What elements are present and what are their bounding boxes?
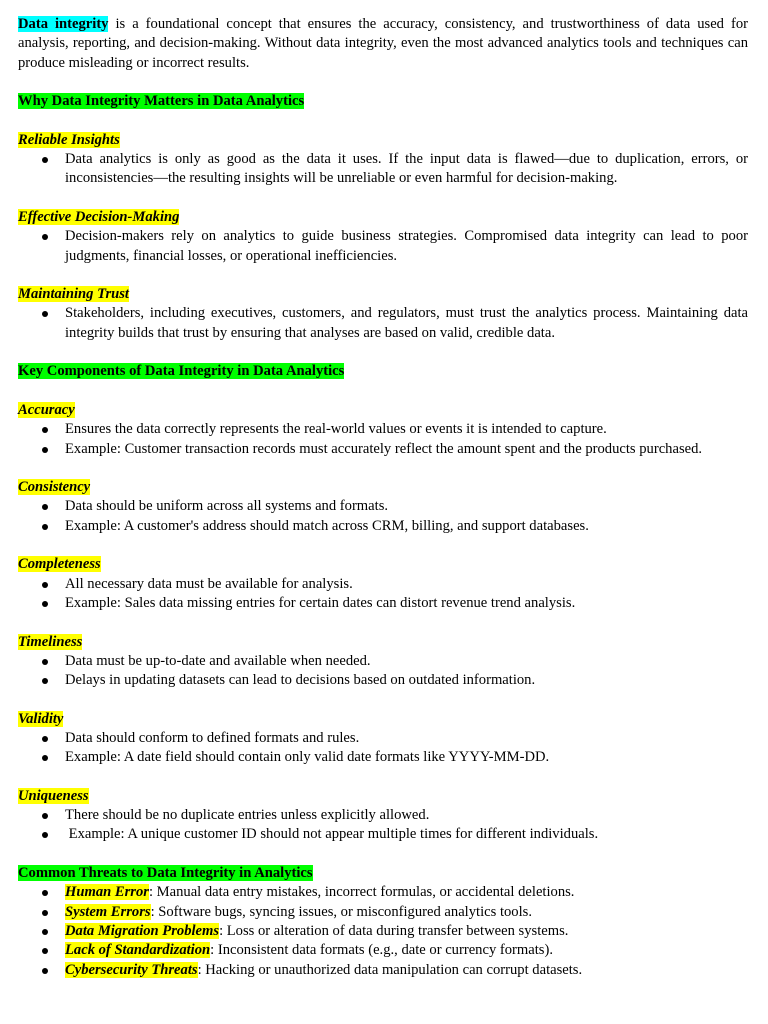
bullet-icon: [42, 504, 48, 510]
threat-text: : Manual data entry mistakes, incorrect formulas, or accidental deletions.: [148, 884, 575, 901]
threat-item-standardization: [18, 941, 748, 960]
threat-term: Data Migration Problems: [65, 922, 220, 939]
sub-heading-text: Uniqueness: [18, 787, 89, 804]
sub-heading-accuracy: [18, 401, 748, 420]
section-heading-text: Common Threats to Data Integrity in Analytics: [18, 865, 313, 882]
sub-heading-text: Accuracy: [18, 401, 75, 418]
sub-heading-maintaining-trust: [18, 285, 748, 304]
threat-text: : Hacking or unauthorized data manipulation can corrupt datasets.: [197, 961, 583, 978]
list-item: [18, 517, 748, 536]
sub-heading-reliable-insights: [18, 131, 748, 150]
list-item: [18, 575, 748, 594]
list-item-text: Delays in updating datasets can lead to decisions based on outdated information.: [65, 672, 536, 689]
bullet-icon: [42, 832, 48, 838]
threat-text: : Loss or alteration of data during transfer between systems.: [219, 922, 569, 939]
threat-item-system-errors: [18, 903, 748, 922]
sub-heading-text: Reliable Insights: [18, 131, 120, 148]
sub-heading-text: Consistency: [18, 479, 91, 496]
bullet-list: [18, 420, 748, 459]
threat-text: : Inconsistent data formats (e.g., date or currency formats).: [210, 942, 553, 959]
intro-term: Data integrity: [18, 16, 109, 32]
list-item-text: Data must be up-to-date and available when needed.: [65, 652, 371, 669]
threat-item-cybersecurity: [18, 961, 748, 980]
sub-heading-text: Timeliness: [18, 633, 83, 650]
bullet-list: [18, 806, 748, 845]
bullet-icon: [42, 736, 48, 742]
list-item: [18, 825, 748, 844]
list-item-text: There should be no duplicate entries unless explicitly allowed.: [65, 807, 430, 824]
bullet-list: [18, 652, 748, 691]
bullet-icon: [42, 890, 48, 896]
bullet-list: [18, 729, 748, 768]
sub-heading-text: Validity: [18, 710, 64, 727]
threat-term: Cybersecurity Threats: [65, 961, 198, 978]
intro-paragraph: [18, 15, 748, 73]
section-heading-why: [18, 92, 748, 111]
bullet-icon: [42, 427, 48, 433]
bullet-icon: [42, 678, 48, 684]
list-item: [18, 652, 748, 671]
bullet-icon: [42, 948, 48, 954]
bullet-icon: [42, 929, 48, 935]
bullet-icon: [42, 524, 48, 530]
threat-item-data-migration: [18, 922, 748, 941]
threat-text: : Software bugs, syncing issues, or misconfigured analytics tools.: [150, 903, 532, 920]
list-item: [18, 150, 748, 189]
sub-heading-text: Completeness: [18, 556, 101, 573]
bullet-list: [18, 575, 748, 614]
bullet-list: [18, 150, 748, 189]
sub-heading-text: Maintaining Trust: [18, 286, 129, 303]
sub-heading-timeliness: [18, 633, 748, 652]
list-item-text: Example: A unique customer ID should not appear multiple times for different individuals.: [65, 826, 599, 843]
list-item-text: Data analytics is only as good as the data it uses. If the input data is flawed—due to duplication, errors, or inconsistencies—the resulting insights will be unreliable or even harmful for decision-making.: [65, 151, 748, 187]
bullet-icon: [42, 157, 48, 163]
bullet-icon: [42, 968, 48, 974]
threat-term: Lack of Standardization: [65, 942, 211, 959]
list-item-text: Example: A date field should contain only valid date formats like YYYY-MM-DD.: [65, 749, 550, 766]
list-item: [18, 497, 748, 516]
section-heading-threats: [18, 864, 748, 883]
section-heading-text: Key Components of Data Integrity in Data Analytics: [18, 363, 345, 380]
sub-heading-validity: [18, 710, 748, 729]
list-item: [18, 748, 748, 767]
list-item-text: Stakeholders, including executives, customers, and regulators, must trust the analytics process. Maintaining data integrity builds that trust by ensuring that analyses are based on valid, credible data.: [65, 305, 748, 341]
threat-term: Human Error: [65, 884, 149, 901]
bullet-icon: [42, 755, 48, 761]
threats-list: [18, 883, 748, 979]
list-item-text: Data should conform to defined formats and rules.: [65, 729, 360, 746]
bullet-list: [18, 497, 748, 536]
threat-item-human-error: [18, 883, 748, 902]
list-item: [18, 594, 748, 613]
list-item: [18, 440, 748, 459]
list-item-text: Data should be uniform across all systems and formats.: [65, 498, 389, 515]
list-item-text: Example: Sales data missing entries for certain dates can distort revenue trend analysis.: [65, 594, 576, 611]
list-item-text: Decision-makers rely on analytics to guide business strategies. Compromised data integrity can lead to poor judgments, financial losses, or operational inefficiencies.: [65, 228, 748, 264]
bullet-icon: [42, 910, 48, 916]
bullet-icon: [42, 582, 48, 588]
bullet-icon: [42, 311, 48, 317]
bullet-icon: [42, 447, 48, 453]
bullet-icon: [42, 234, 48, 240]
list-item-text: Example: Customer transaction records must accurately reflect the amount spent and the products purchased.: [65, 440, 703, 457]
bullet-list: [18, 227, 748, 266]
sub-heading-completeness: [18, 555, 748, 574]
list-item: [18, 729, 748, 748]
threat-term: System Errors: [65, 903, 151, 920]
sub-heading-consistency: [18, 478, 748, 497]
bullet-icon: [42, 601, 48, 607]
list-item-text: All necessary data must be available for analysis.: [65, 575, 353, 592]
section-heading-text: Why Data Integrity Matters in Data Analytics: [18, 93, 305, 110]
list-item: [18, 671, 748, 690]
sub-heading-uniqueness: [18, 787, 748, 806]
list-item: [18, 806, 748, 825]
list-item: [18, 227, 748, 266]
list-item: [18, 420, 748, 439]
section-heading-key-components: [18, 362, 748, 381]
intro-text: is a foundational concept that ensures the accuracy, consistency, and trustworthiness of data used for analysis, reporting, and decision-making. Without data integrity, even the most advanced analytics tools and techniques can produce misleading or incorrect results.: [18, 16, 748, 71]
bullet-icon: [42, 813, 48, 819]
list-item-text: Example: A customer's address should match across CRM, billing, and support databases.: [65, 517, 589, 534]
sub-heading-text: Effective Decision-Making: [18, 208, 180, 225]
bullet-icon: [42, 659, 48, 665]
bullet-list: [18, 304, 748, 343]
list-item-text: Ensures the data correctly represents the real-world values or events it is intended to capture.: [65, 421, 607, 438]
sub-heading-effective-decision-making: [18, 208, 748, 227]
list-item: [18, 304, 748, 343]
